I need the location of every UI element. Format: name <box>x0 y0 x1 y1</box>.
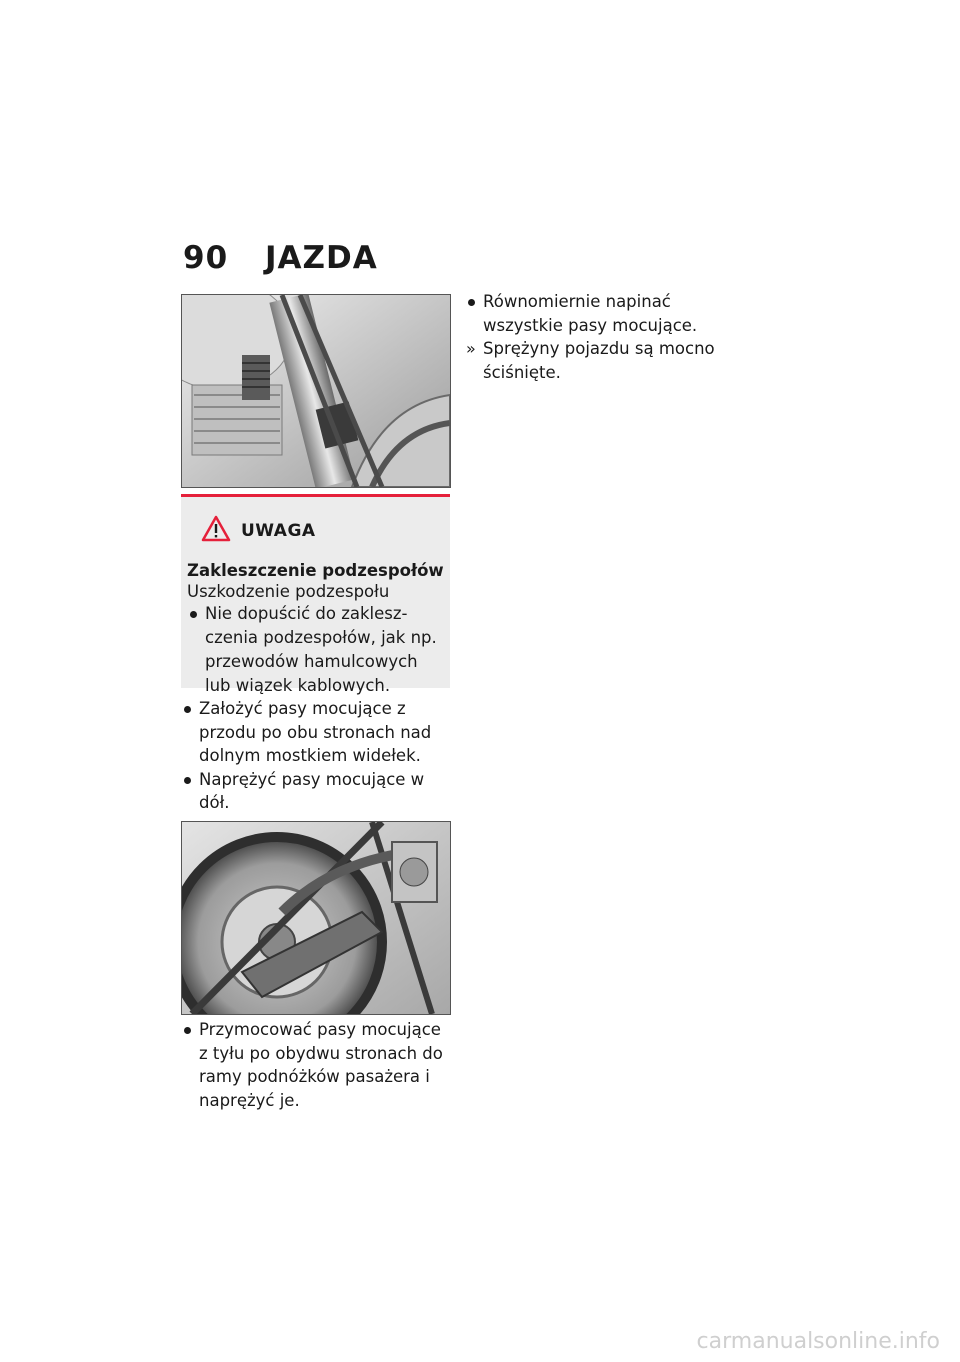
warning-triangle-icon <box>201 515 231 546</box>
warning-actions <box>187 602 444 698</box>
steps-tension <box>465 290 745 384</box>
rear-strap-photo <box>181 821 451 1015</box>
section-title: JAZDA <box>265 240 378 276</box>
steps-rear <box>181 1018 451 1112</box>
result-item: » Sprężyny pojazdu są mocno ściśnięte. <box>465 337 745 384</box>
warning-header <box>201 515 444 546</box>
list-item: Przymocować pasy mocujące z tyłu po obydwu stronach do ramy podnóżków pasażera i naprężyć je. <box>181 1018 451 1112</box>
warning-action: Nie dopuścić do zaklesz-czenia podzespołów, jak np. przewodów hamulcowych lub wiązek kablowych. <box>187 602 444 698</box>
front-fork-strap-photo <box>181 294 451 488</box>
steps-front <box>181 697 451 815</box>
warning-effect: Uszkodzenie podzespołu <box>187 582 390 601</box>
list-item: Równomiernie napinać wszystkie pasy mocujące. <box>465 290 745 337</box>
warning-signal-word: UWAGA <box>241 520 316 541</box>
watermark: carmanualsonline.info <box>696 1329 940 1354</box>
page-header <box>183 240 378 276</box>
page-number: 90 <box>183 240 229 276</box>
list-item: Założyć pasy mocujące z przodu po obu stronach nad dolnym mostkiem widełek. <box>181 697 451 768</box>
warning-hazard: Zakleszczenie podzespołów <box>187 561 444 580</box>
list-item: Naprężyć pasy mocujące w dół. <box>181 768 451 815</box>
warning-box <box>181 494 450 695</box>
